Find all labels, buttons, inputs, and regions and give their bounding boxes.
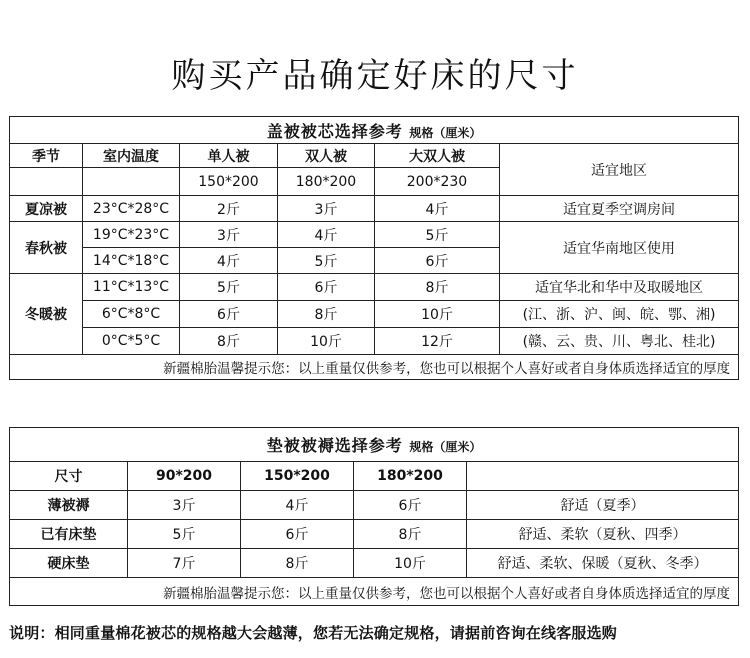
region-cell: (江、浙、沪、闽、皖、鄂、湘) [500,301,739,328]
region-cell: 适宜华南地区使用 [500,222,739,274]
weight-cell: 8斤 [180,328,278,355]
weight-cell: 4斤 [278,222,375,248]
footnote: 说明：相同重量棉花被芯的规格越大会越薄，您若无法确定规格，请据前咨询在线客服选购 [9,624,618,642]
header-king: 大双人被 [375,144,500,168]
size-double: 180*200 [278,168,375,196]
header-150x200: 150*200 [241,462,354,491]
header-180x200: 180*200 [354,462,467,491]
temp-cell: 14°C*18°C [83,248,180,274]
weight-cell: 8斤 [375,274,500,301]
quilt-table-caption [10,117,739,144]
mattress-table-note: 新疆棉胎温馨提示您：以上重量仅供参考，您也可以根据个人喜好或者自身体质选择适宜的厚度 [10,578,739,606]
header-region: 适宜地区 [500,144,739,196]
weight-cell: 6斤 [375,248,500,274]
header-blank [467,462,739,491]
use-cell: 舒适、柔软、保暖（夏秋、冬季） [467,549,739,578]
size-king: 200*230 [375,168,500,196]
region-cell: (赣、云、贵、川、粤北、桂北) [500,328,739,355]
mattress-caption-sub: 规格（厘米） [409,440,482,454]
season-winter: 冬暖被 [10,274,83,355]
temp-cell: 0°C*5°C [83,328,180,355]
header-season: 季节 [10,144,83,168]
mattress-row-name: 薄被褥 [10,491,128,520]
size-single: 150*200 [180,168,278,196]
weight-cell: 3斤 [278,196,375,222]
weight-cell: 10斤 [375,301,500,328]
mattress-caption-main: 垫被被褥选择参考 [266,436,403,455]
header-90x200: 90*200 [128,462,241,491]
header-indoor-temp: 室内温度 [83,144,180,168]
weight-cell: 5斤 [375,222,500,248]
mattress-reference-table [9,427,739,606]
weight-cell: 7斤 [128,549,241,578]
weight-cell: 8斤 [241,549,354,578]
weight-cell: 4斤 [180,248,278,274]
weight-cell: 10斤 [354,549,467,578]
temp-cell: 19°C*23°C [83,222,180,248]
weight-cell: 8斤 [354,520,467,549]
mattress-table-caption [10,428,739,462]
weight-cell: 6斤 [180,301,278,328]
weight-cell: 8斤 [278,301,375,328]
quilt-caption-sub: 规格（厘米） [409,125,482,140]
weight-cell: 3斤 [128,491,241,520]
size-blank [10,168,83,196]
weight-cell: 6斤 [241,520,354,549]
page-title: 购买产品确定好床的尺寸 [171,56,579,96]
weight-cell: 5斤 [128,520,241,549]
weight-cell: 5斤 [278,248,375,274]
mattress-row-name: 硬床垫 [10,549,128,578]
region-cell: 适宜夏季空调房间 [500,196,739,222]
header-double: 双人被 [278,144,375,168]
size-blank [83,168,180,196]
temp-cell: 11°C*13°C [83,274,180,301]
header-single: 单人被 [180,144,278,168]
weight-cell: 3斤 [180,222,278,248]
quilt-reference-table [9,116,739,380]
header-size: 尺寸 [10,462,128,491]
quilt-table-note: 新疆棉胎温馨提示您：以上重量仅供参考，您也可以根据个人喜好或者自身体质选择适宜的厚度 [10,355,739,380]
weight-cell: 5斤 [180,274,278,301]
region-cell: 适宜华北和华中及取暖地区 [500,274,739,301]
use-cell: 舒适、柔软（夏秋、四季） [467,520,739,549]
weight-cell: 4斤 [375,196,500,222]
use-cell: 舒适（夏季） [467,491,739,520]
season-summer: 夏凉被 [10,196,83,222]
temp-cell: 6°C*8°C [83,301,180,328]
quilt-caption-main: 盖被被芯选择参考 [266,121,403,141]
mattress-row-name: 已有床垫 [10,520,128,549]
weight-cell: 6斤 [354,491,467,520]
temp-cell: 23°C*28°C [83,196,180,222]
weight-cell: 6斤 [278,274,375,301]
weight-cell: 4斤 [241,491,354,520]
weight-cell: 2斤 [180,196,278,222]
weight-cell: 10斤 [278,328,375,355]
weight-cell: 12斤 [375,328,500,355]
season-spring-autumn: 春秋被 [10,222,83,274]
